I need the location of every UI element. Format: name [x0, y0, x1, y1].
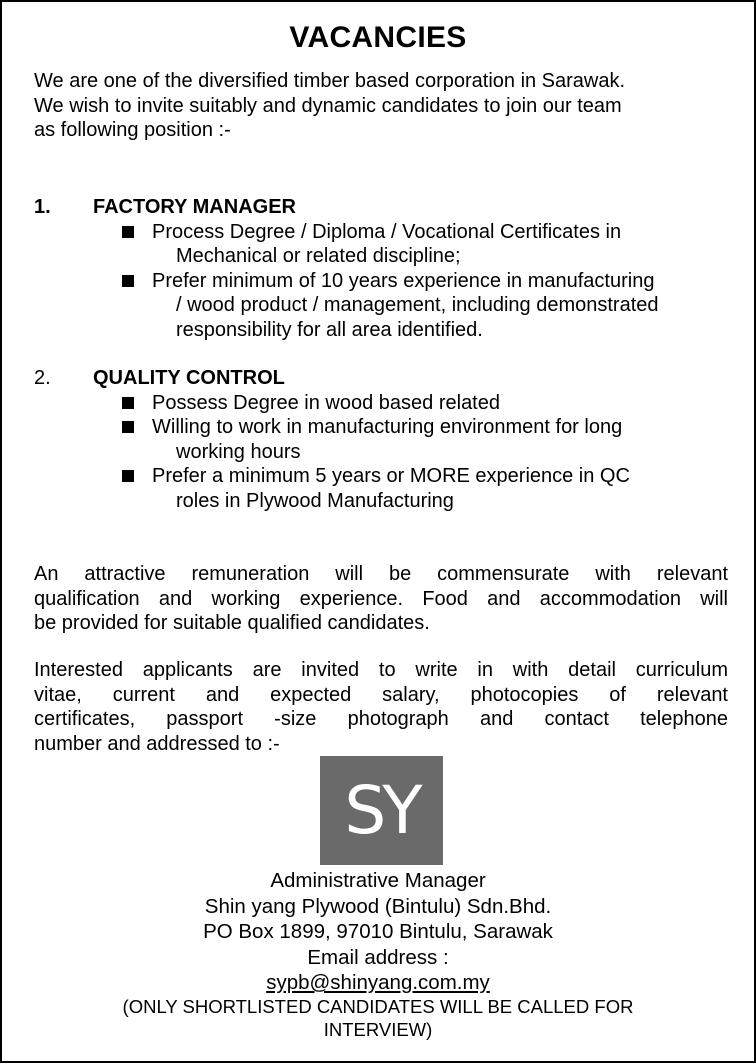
requirement-item	[34, 220, 728, 269]
shortlist-notice	[2, 995, 754, 1041]
requirement-item	[34, 415, 728, 464]
position-heading	[34, 366, 728, 391]
requirement-text: Prefer a minimum 5 years or MORE experience in QC	[152, 465, 630, 487]
notice-line: INTERVIEW)	[323, 1019, 433, 1040]
paragraph-line: An attractive remuneration will be commensurate with relevant	[34, 563, 728, 585]
position-factory-manager	[34, 195, 728, 342]
requirement-text-cont: roles in Plywood Manufacturing	[176, 489, 454, 512]
bullet-square-icon	[122, 470, 134, 482]
intro-line: We wish to invite suitably and dynamic candidates to join our team	[34, 94, 622, 117]
postal-address: PO Box 1899, 97010 Bintulu, Sarawak	[203, 920, 553, 943]
requirement-text: Willing to work in manufacturing environment for long	[152, 416, 623, 438]
bullet-square-icon	[122, 275, 134, 287]
paragraph-line: Interested applicants are invited to write in with detail curriculum	[34, 659, 728, 681]
requirement-item	[34, 391, 728, 416]
requirement-item	[34, 269, 728, 343]
position-number: 2.	[34, 367, 51, 389]
bullet-square-icon	[122, 226, 134, 238]
position-quality-control	[34, 366, 728, 513]
application-paragraph	[34, 658, 728, 756]
paragraph-line: number and addressed to :-	[34, 732, 280, 755]
notice-line: (ONLY SHORTLISTED CANDIDATES WILL BE CALLED FOR	[122, 996, 634, 1017]
paragraph-line: certificates, passport -size photograph and contact telephone	[34, 708, 728, 730]
page-title: VACANCIES	[289, 21, 467, 54]
requirement-text: Possess Degree in wood based related	[152, 391, 500, 414]
requirement-text-cont: Mechanical or related discipline;	[176, 245, 461, 267]
intro-line: as following position :-	[34, 119, 231, 141]
company-name: Shin yang Plywood (Bintulu) Sdn.Bhd.	[204, 894, 552, 918]
bullet-square-icon	[122, 421, 134, 433]
recipient-title: Administrative Manager	[270, 869, 486, 892]
requirement-text-cont: / wood product / management, including demonstrated	[176, 294, 659, 316]
bullet-square-icon	[122, 397, 134, 409]
contact-address	[2, 868, 754, 996]
requirement-text: Process Degree / Diploma / Vocational Certificates in	[152, 220, 622, 243]
position-title: FACTORY MANAGER	[93, 196, 296, 218]
requirement-text-cont: responsibility for all area identified.	[176, 318, 483, 341]
requirement-text: Prefer minimum of 10 years experience in manufacturing	[152, 269, 655, 292]
requirements-list	[34, 220, 728, 343]
email-label: Email address :	[307, 945, 449, 969]
position-heading	[34, 195, 728, 220]
email-link[interactable]: sypb@shinyang.com.my	[266, 971, 490, 994]
paragraph-line: qualification and working experience. Food and accommodation will	[34, 587, 728, 610]
position-title: QUALITY CONTROL	[93, 367, 285, 389]
position-number: 1.	[34, 196, 51, 218]
company-logo	[320, 756, 443, 865]
paragraph-line: vitae, current and expected salary, photocopies of relevant	[34, 683, 728, 706]
remuneration-paragraph	[34, 562, 728, 636]
requirement-item	[34, 464, 728, 513]
paragraph-line: be provided for suitable qualified candidates.	[34, 612, 430, 634]
requirements-list	[34, 391, 728, 514]
requirement-text-cont: working hours	[176, 440, 301, 463]
intro-paragraph	[34, 69, 728, 143]
intro-line: We are one of the diversified timber based corporation in Sarawak.	[34, 70, 626, 92]
logo-text: SY	[344, 771, 419, 849]
email-line	[2, 945, 754, 996]
